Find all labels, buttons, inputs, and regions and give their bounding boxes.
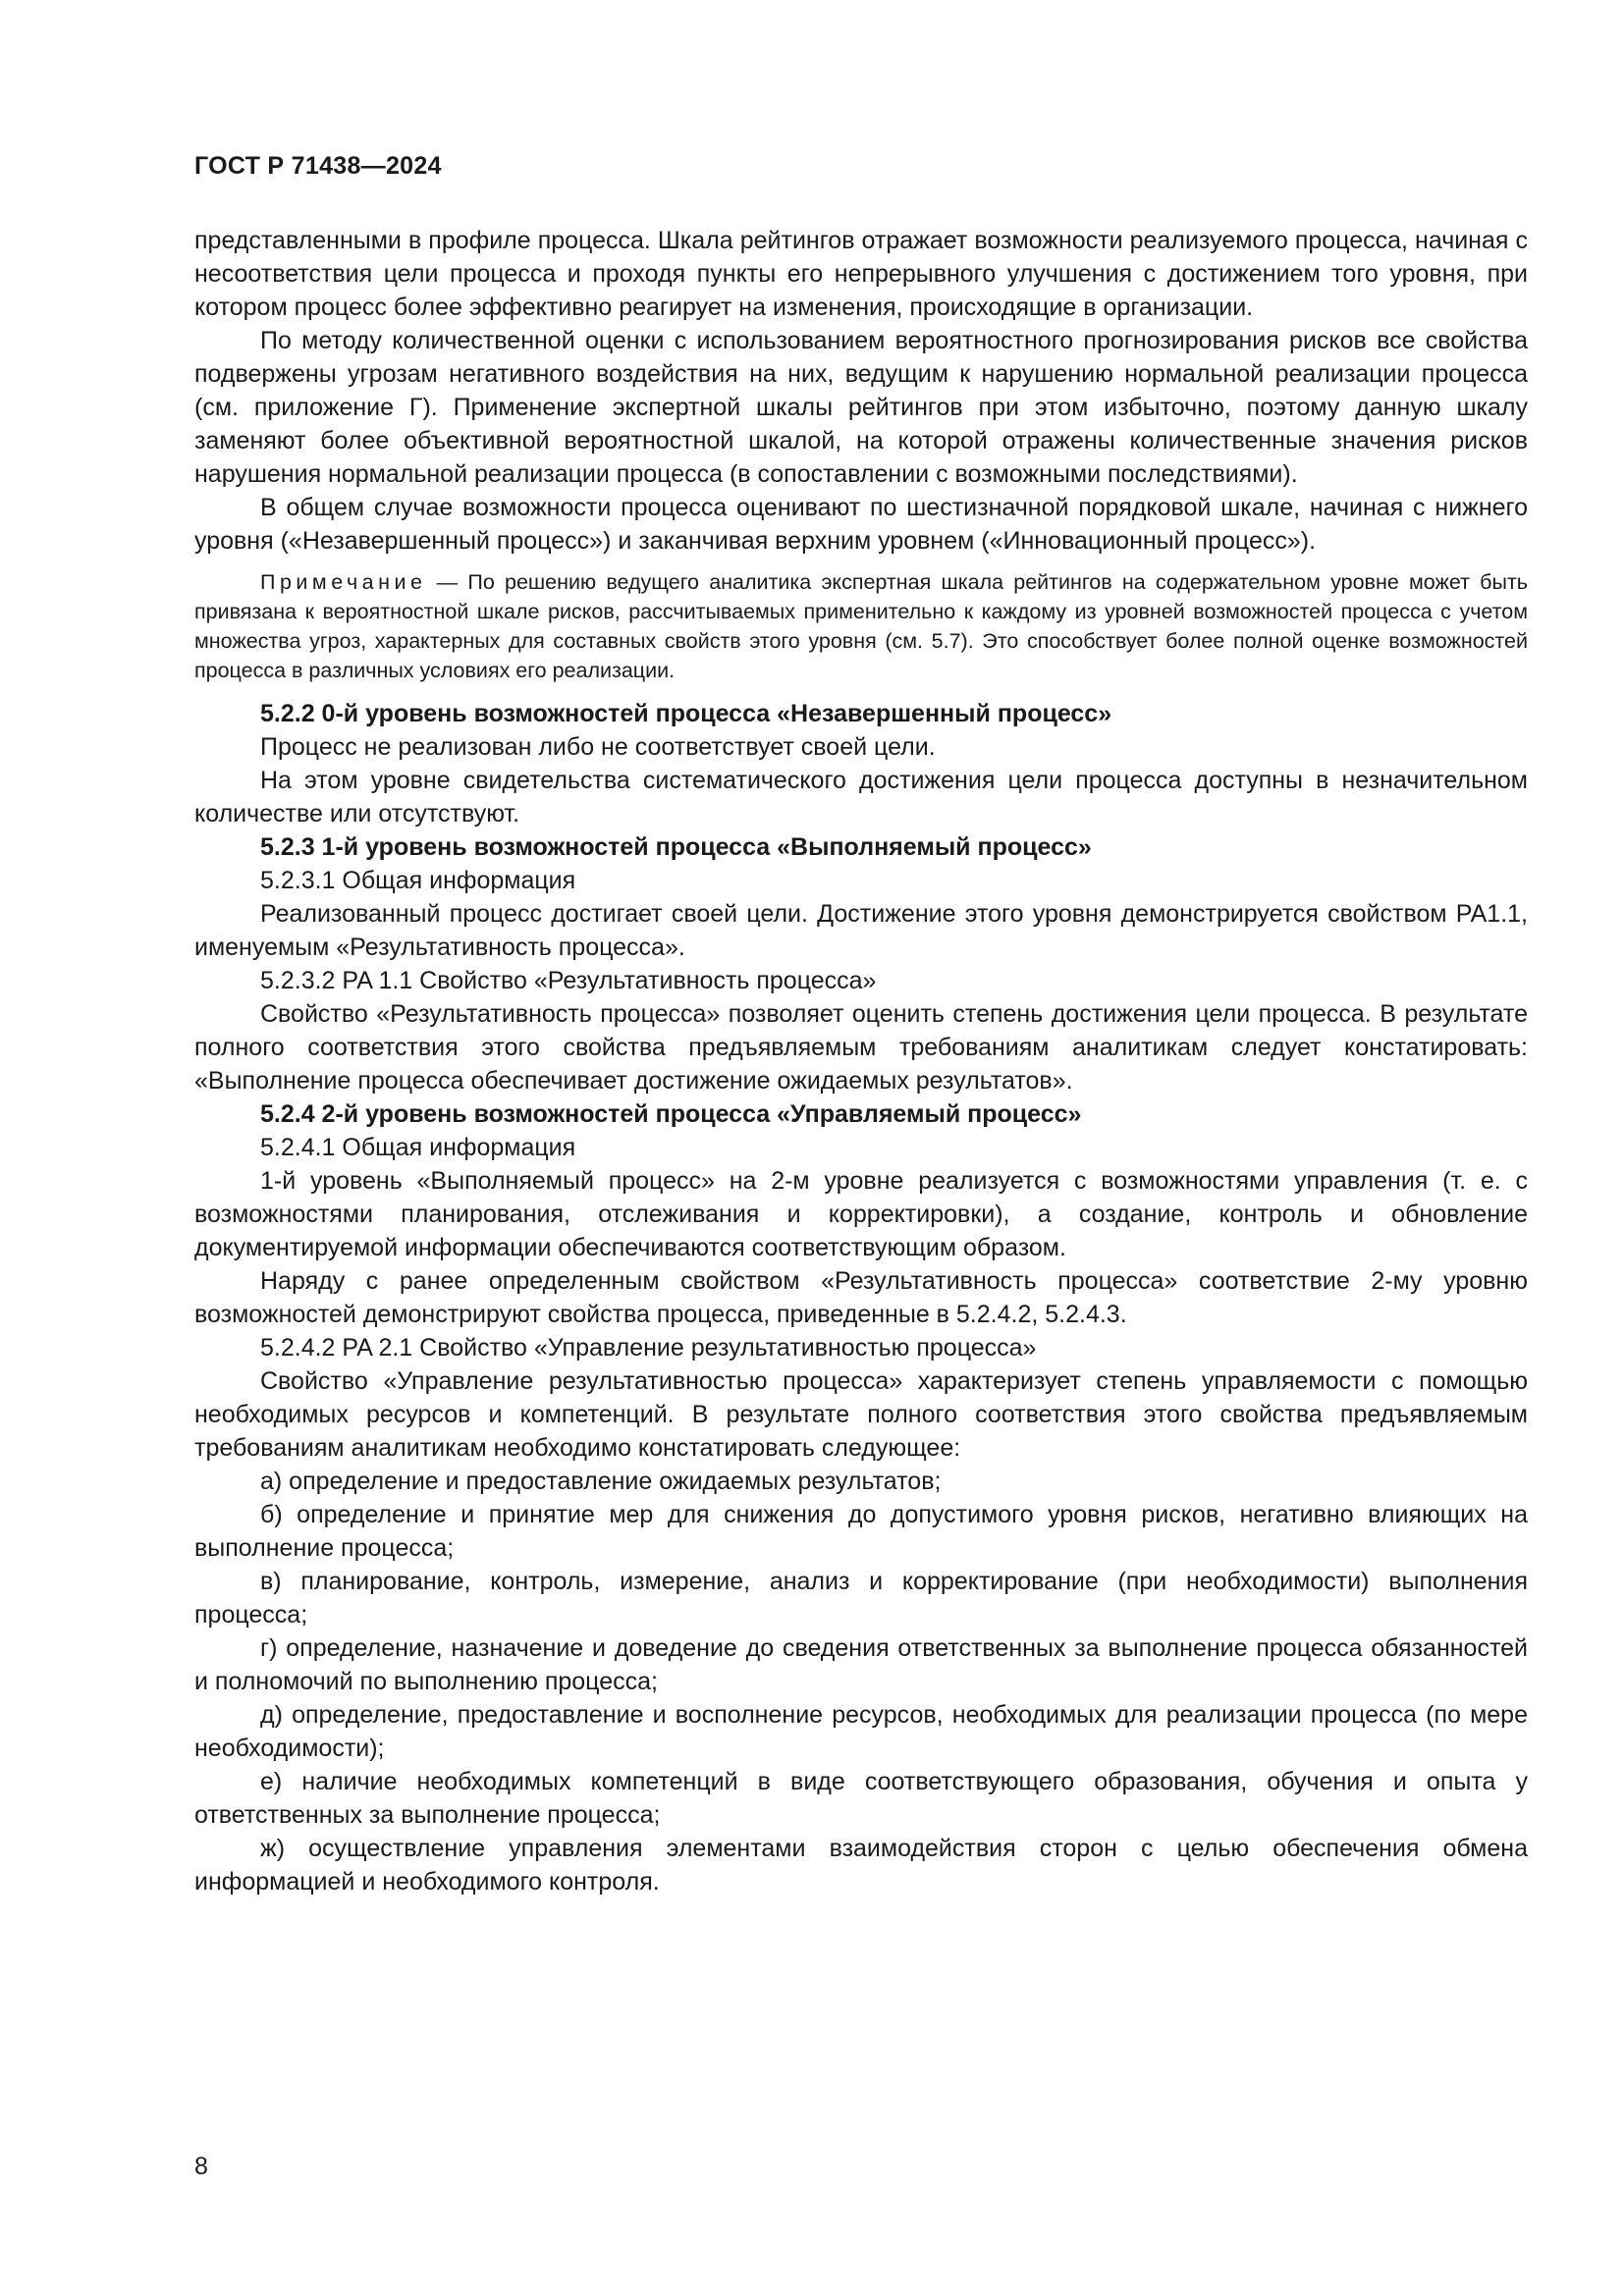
note-paragraph <box>194 567 1528 685</box>
section-heading-5-2-3: 5.2.3 1-й уровень возможностей процесса «Выполняемый процесс» <box>260 833 1092 861</box>
note-label: Примечание <box>260 570 427 594</box>
document-body <box>194 224 1528 1898</box>
list-item: б) определение и принятие мер для снижения до допустимого уровня рисков, негативно влияющих на выполнение процесса; <box>194 1501 1528 1562</box>
body-paragraph: Свойство «Результативность процесса» позволяет оценить степень достижения цели процесса. В результате полного соответствия этого свойства предъявляемым требованиям аналитикам следует констатировать: «Выполнение процесса обеспечивает достижение ожидаемых результатов». <box>194 1000 1528 1095</box>
list-item: д) определение, предоставление и восполнение ресурсов, необходимых для реализации процесса (по мере необходимости); <box>194 1701 1528 1762</box>
body-paragraph: В общем случае возможности процесса оценивают по шестизначной порядковой шкале, начиная с нижнего уровня («Незавершенный процесс») и заканчивая верхним уровнем («Инновационный процесс»). <box>194 494 1528 555</box>
list-item: в) планирование, контроль, измерение, анализ и корректирование (при необходимости) выполнения процесса; <box>194 1568 1528 1629</box>
body-paragraph: Наряду с ранее определенным свойством «Результативность процесса» соответствие 2-му уровню возможностей демонстрируют свойства процесса, приведенные в 5.2.4.2, 5.2.4.3. <box>194 1267 1528 1328</box>
list-item: е) наличие необходимых компетенций в виде соответствующего образования, обучения и опыта у ответственных за выполнение процесса; <box>194 1768 1528 1829</box>
list-item: а) определение и предоставление ожидаемых результатов; <box>260 1468 942 1495</box>
body-paragraph: На этом уровне свидетельства систематического достижения цели процесса доступны в незначительном количестве или отсутствуют. <box>194 767 1528 828</box>
note-text: — По решению ведущего аналитика экспертная шкала рейтингов на содержательном уровне может быть привязана к вероятностной шкале рисков, рассчитываемых применительно к каждому из уровней возможностей процесса с учетом множества угроз, характерных для составных свойств этого уровня (см. 5.7). Это способствует более полной оценке возможностей процесса в различных условиях его реализации. <box>194 570 1528 682</box>
document-header: ГОСТ Р 71438—2024 <box>194 152 442 180</box>
body-paragraph: представленными в профиле процесса. Шкала рейтингов отражает возможности реализуемого процесса, начиная с несоответствия цели процесса и проходя пункты его непрерывного улучшения с достижением того уровня, при котором процесс более эффективно реагирует на изменения, происходящие в организации. <box>194 227 1528 321</box>
subsection-heading: 5.2.3.1 Общая информация <box>260 867 576 894</box>
body-paragraph: Свойство «Управление результативностью процесса» характеризует степень управляемости с помощью необходимых ресурсов и компетенций. В результате полного соответствия этого свойства предъявляемым требованиям аналитикам необходимо констатировать следующее: <box>194 1367 1528 1462</box>
body-paragraph: Процесс не реализован либо не соответствует своей цели. <box>260 733 936 761</box>
list-item: г) определение, назначение и доведение до сведения ответственных за выполнение процесса обязанностей и полномочий по выполнению процесса; <box>194 1634 1528 1695</box>
subsection-heading: 5.2.4.1 Общая информация <box>260 1134 576 1161</box>
section-heading-5-2-4: 5.2.4 2-й уровень возможностей процесса «Управляемый процесс» <box>260 1100 1082 1128</box>
subsection-heading: 5.2.3.2 PA 1.1 Свойство «Результативность процесса» <box>260 967 877 994</box>
subsection-heading: 5.2.4.2 PA 2.1 Свойство «Управление результативностью процесса» <box>260 1334 1037 1362</box>
section-heading-5-2-2: 5.2.2 0-й уровень возможностей процесса «Незавершенный процесс» <box>260 700 1112 727</box>
body-paragraph: Реализованный процесс достигает своей цели. Достижение этого уровня демонстрируется свойством PA1.1, именуемым «Результативность процесса». <box>194 900 1528 961</box>
body-paragraph: 1-й уровень «Выполняемый процесс» на 2-м уровне реализуется с возможностями управления (т. е. с возможностями планирования, отслеживания и корректировки), а создание, контроль и обновление документируемой информации обеспечиваются соответствующим образом. <box>194 1167 1528 1261</box>
list-item: ж) осуществление управления элементами взаимодействия сторон с целью обеспечения обмена информацией и необходимого контроля. <box>194 1835 1528 1896</box>
page-number: 8 <box>194 2153 208 2180</box>
body-paragraph: По методу количественной оценки с использованием вероятностного прогнозирования рисков все свойства подвержены угрозам негативного воздействия на них, ведущим к нарушению нормальной реализации процесса (см. приложение Г). Применение экспертной шкалы рейтингов при этом избыточно, поэтому данную шкалу заменяют более объективной вероятностной шкалой, на которой отражены количественные значения рисков нарушения нормальной реализации процесса (в сопоставлении с возможными последствиями). <box>194 327 1528 488</box>
